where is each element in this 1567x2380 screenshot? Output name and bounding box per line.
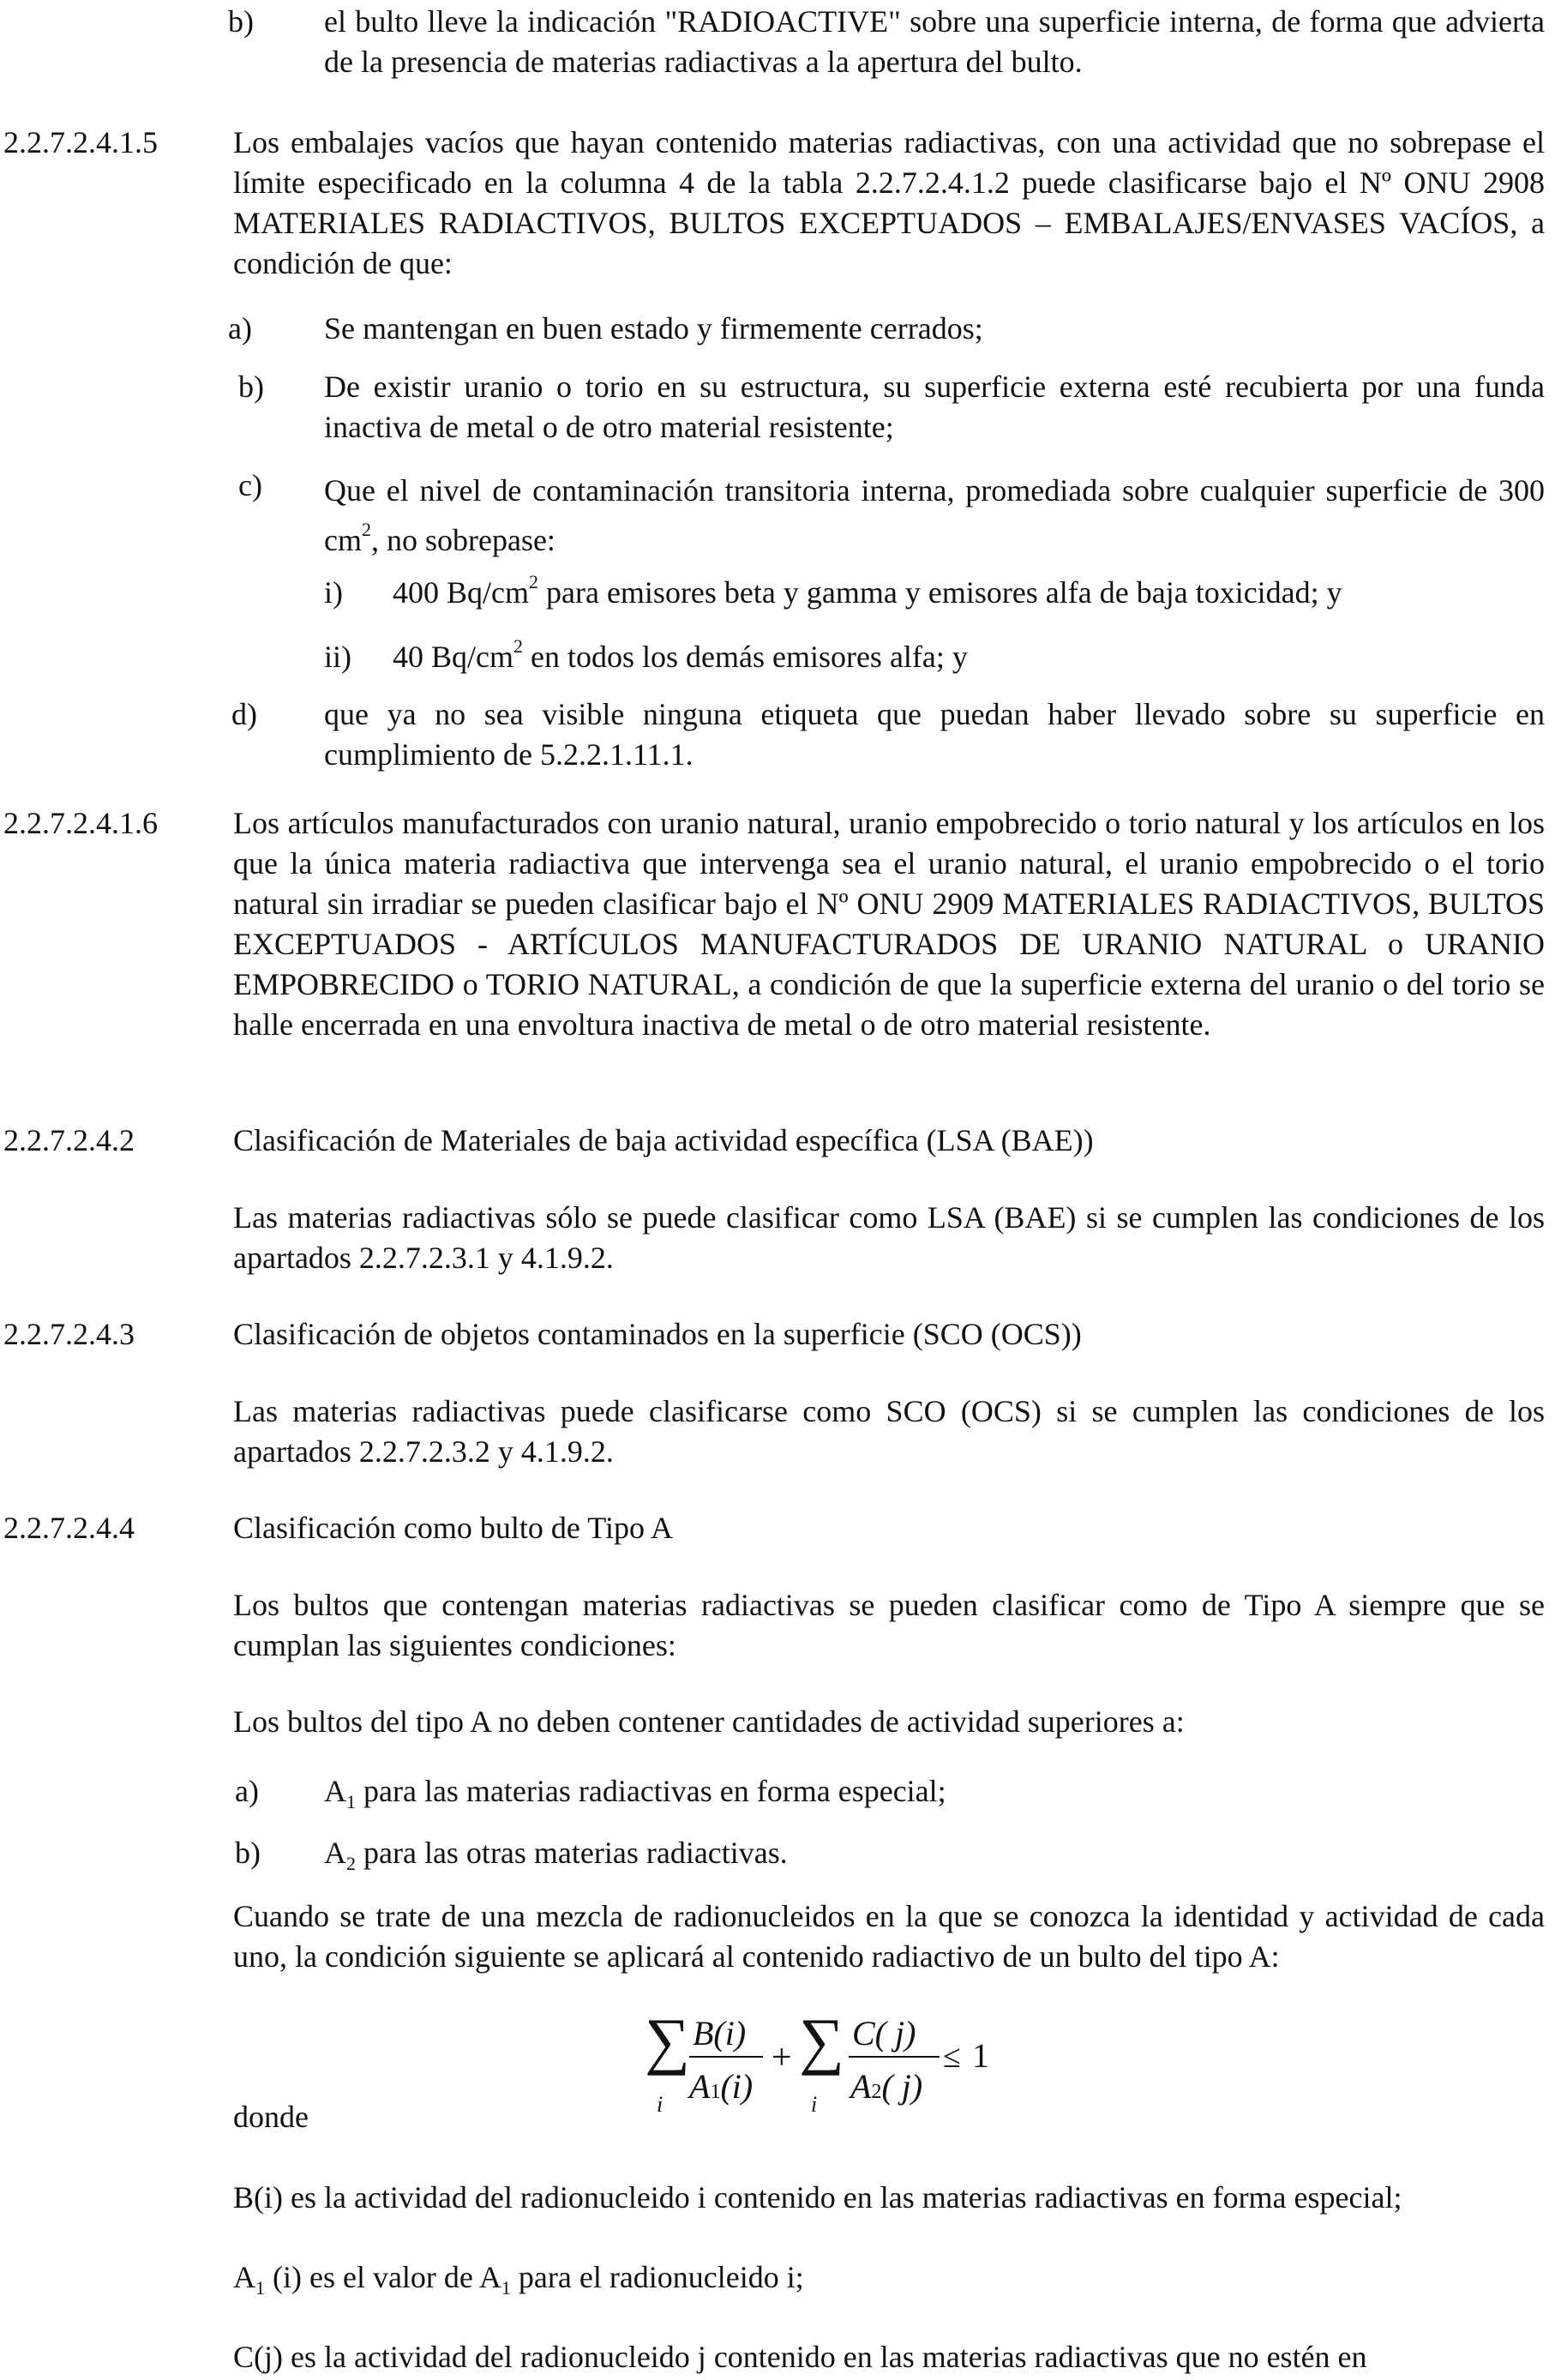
list-label: a)	[228, 311, 252, 346]
less-equal-sign: ≤	[943, 2039, 961, 2075]
sublist-item-text: 40 $Bq/cm^2$ en todos los demás emisores alfa; y	[393, 635, 968, 674]
paragraph: Las materias radiactivas puede clasificarse como SCO (OCS) si se cumplen las condiciones de los apartados 2.2.7.2.3.2 y 4.1.9.2.	[233, 1394, 1545, 1469]
paragraph: Cuando se trate de una mezcla de radionucleidos en la que se conozca la identidad y actividad de cada uno, la condición siguiente se aplicará al contenido radiactivo de un bulto del tipo A:	[233, 1899, 1545, 1974]
list-label: b)	[235, 1836, 261, 1870]
summation-formula	[641, 2002, 1001, 2122]
sigma-symbol: ∑	[645, 2006, 690, 2076]
paragraph: Los embalajes vacíos que hayan contenido materias radiactivas, con una actividad que no sobrepase el límite especificado en la columna 4 de la tabla 2.2.7.2.4.1.2 puede clasificarse bajo el Nº ONU 2908 MATERIALES RADIACTIVOS, BULTOS EXCEPTUADOS – EMBALAJES/ENVASES VACÍOS, a condición de que:	[233, 125, 1545, 280]
list-label: c)	[238, 468, 262, 502]
list-item-text: $A_2$ para las otras materias radiactivas.	[324, 1836, 788, 1875]
list-label: a)	[235, 1774, 259, 1808]
paragraph: C(j) es la actividad del radionucleido j contenido en las materias radiactivas que no estén en	[233, 2340, 1367, 2374]
sublist-label: i)	[324, 575, 343, 610]
section-heading: Clasificación como bulto de Tipo A	[233, 1511, 673, 1545]
paragraph: Los bultos del tipo A no deben contener cantidades de actividad superiores a:	[233, 1704, 1185, 1739]
section-number: 2.2.7.2.4.1.5	[3, 125, 158, 159]
paragraph: Los artículos manufacturados con uranio natural, uranio empobrecido o torio natural y los artículos en los que la única materia radiactiva que intervenga sea el uranio natural, el uranio empobrecido o el torio natural sin irradiar se pueden clasificar bajo el Nº ONU 2909 MATERIALES RADIACTIVOS, BULTOS EXCEPTUADOS - ARTÍCULOS MANUFACTURADOS DE URANIO NATURAL o URANIO EMPOBRECIDO o TORIO NATURAL, a condición de que la superficie externa del uranio o del torio se halle encerrada en una envoltura inactiva de metal o de otro material resistente.	[233, 806, 1545, 1042]
section-heading: Clasificación de objetos contaminados en la superficie (SCO (OCS))	[233, 1317, 1082, 1351]
list-item-text: $A_1$ para las materias radiactivas en forma especial;	[324, 1774, 946, 1813]
section-number: 2.2.7.2.4.1.6	[3, 806, 158, 840]
section-number: 2.2.7.2.4.2	[3, 1123, 135, 1157]
paragraph: donde	[233, 2100, 309, 2134]
list-label: b)	[228, 4, 254, 39]
list-item-text: Que el nivel de contaminación transitoria interna, promediada sobre cualquier superficie de 300 $cm^2$, no sobrepase:	[324, 473, 1545, 557]
sublist-label: ii)	[324, 640, 351, 674]
list-item-text: Se mantengan en buen estado y firmemente cerrados;	[324, 311, 983, 346]
sublist-item-text: 400 $Bq/cm^2$ para emisores beta y gamma y emisores alfa de baja toxicidad; y	[393, 571, 1342, 610]
fraction-numerator: C( j)	[852, 2014, 916, 2052]
paragraph: $A_1$ (i) es el valor de $A_1$ para el radionucleido i;	[233, 2260, 804, 2299]
section-number: 2.2.7.2.4.4	[3, 1511, 135, 1545]
paragraph: Las materias radiactivas sólo se puede clasificar como LSA (BAE) si se cumplen las condiciones de los apartados 2.2.7.2.3.1 y 4.1.9.2.	[233, 1200, 1545, 1275]
fraction-numerator: B(i)	[693, 2014, 747, 2052]
fraction-denominator: A2( j)	[850, 2067, 923, 2106]
sigma-symbol: ∑	[799, 2006, 844, 2076]
list-item-text: De existir uranio o torio en su estructura, su superficie externa esté recubierta por una funda inactiva de metal o de otro material resistente;	[324, 370, 1545, 444]
list-label: d)	[231, 697, 257, 731]
sum-index: i	[811, 2092, 818, 2117]
sum-index: i	[657, 2092, 663, 2117]
paragraph: B(i) es la actividad del radionucleido i contenido en las materias radiactivas en forma especial;	[233, 2180, 1402, 2215]
plus-sign: +	[771, 2038, 792, 2077]
section-heading: Clasificación de Materiales de baja actividad específica (LSA (BAE))	[233, 1123, 1094, 1157]
list-item-text: que ya no sea visible ninguna etiqueta que puedan haber llevado sobre su superficie en cumplimiento de 5.2.2.1.11.1.	[324, 697, 1545, 772]
paragraph: Los bultos que contengan materias radiactivas se pueden clasificar como de Tipo A siempre que se cumplan las siguientes condiciones:	[233, 1588, 1545, 1662]
list-item-text: el bulto lleve la indicación "RADIOACTIVE" sobre una superficie interna, de forma que advierta de la presencia de materias radiactivas a la apertura del bulto.	[324, 4, 1545, 79]
section-number: 2.2.7.2.4.3	[3, 1317, 135, 1351]
list-label: b)	[238, 370, 264, 404]
fraction-denominator: A1(i)	[689, 2067, 753, 2106]
formula-rhs: 1	[972, 2036, 989, 2075]
